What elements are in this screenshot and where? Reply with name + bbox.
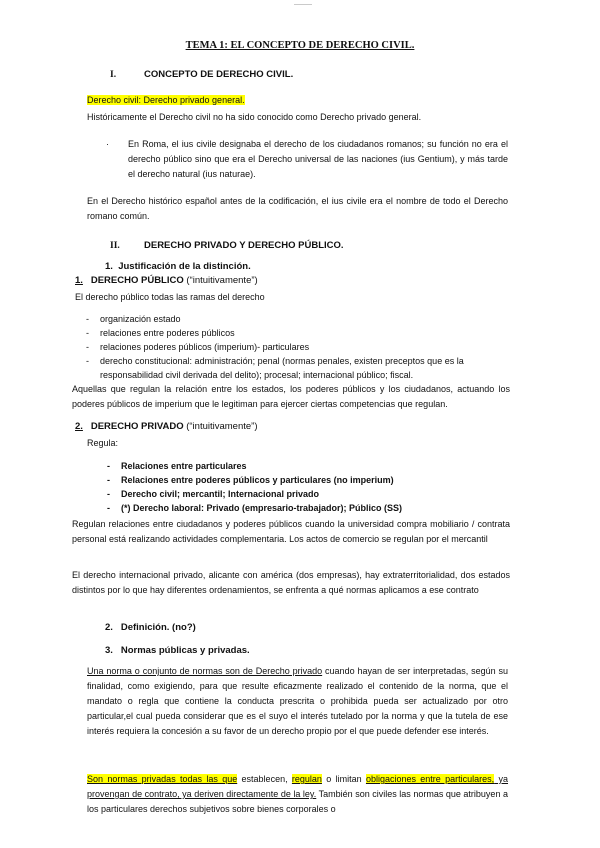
section-i-heading <box>110 69 293 80</box>
final-highlight-a: Son normas privadas todas las que <box>87 774 238 784</box>
final-text-g: También son civiles las normas que atribuyen a los particulares derechos subjetivos sobre bienes corporales o <box>87 789 508 814</box>
definition-number: 2. <box>105 622 113 633</box>
public-law-list <box>100 312 510 382</box>
list-item: - Relaciones entre poderes públicos y particulares (no imperium) <box>121 473 501 487</box>
roma-paragraph: En Roma, el ius civile designaba el derecho de los ciudadanos romanos; su función no era el derecho público sino que era el Derecho universal de las naciones (ius Gentium), y más tarde el derecho natural (ius naturae). <box>128 139 508 179</box>
public-law-number: 1. <box>75 275 83 286</box>
normas-paragraph <box>87 664 508 739</box>
definition-line <box>87 93 245 108</box>
list-item: - derecho constitucional: administración; penal (normas penales, existen preceptos que es la responsabilidad civil derivada del delito); procesal; internacional público; fiscal. <box>100 354 510 382</box>
dip-paragraph: El derecho internacional privado, alicante con américa (dos empresas), hay extraterritorialidad, dos estados distintos por lo que hay diferentes ordenamientos, se enfrenta a qué normas aplicamos a ese contrato <box>72 570 510 595</box>
section-i-number: I. <box>110 70 117 80</box>
list-item: - Relaciones entre particulares <box>121 459 501 473</box>
definition-heading <box>105 622 196 633</box>
private-law-list <box>121 459 501 515</box>
private-law-number: 2. <box>75 421 83 432</box>
final-highlight-c: regulan <box>291 774 322 784</box>
public-law-qualifier: (“intuitivamente”) <box>183 275 258 286</box>
page-header-mark: ——— <box>294 2 312 8</box>
final-paragraph <box>87 772 508 817</box>
final-highlight-e: obligaciones entre particulares, <box>365 774 495 784</box>
section-i-title: CONCEPTO DE DERECHO CIVIL. <box>144 69 294 80</box>
final-underline-f: ya provengan de contrato, ya deriven directamente de la ley. <box>87 774 509 799</box>
document-title: TEMA 1: EL CONCEPTO DE DERECHO CIVIL. <box>185 40 415 51</box>
list-item: - relaciones poderes públicos (imperium)- particulares <box>100 340 510 354</box>
spain-paragraph: En el Derecho histórico español antes de la codificación, el ius civile era el nombre de todo el Derecho romano común. <box>87 196 508 221</box>
private-law-heading <box>75 421 258 432</box>
normas-body: cuando hayan de ser interpretadas, según su finalidad, como exigiendo, para que resulte eficazmente realizado el contenido de la norma, que el mandato o regla que contiene la conducta prescrita o prohibida pueda ser actualizado por otro particular,el cual pueda considerar que es el suyo el interés tutelado por la norma y que la tutela de ese interés requiera la concesión a su favor de un derecho propio por el que puede defender ese interés. <box>87 666 509 736</box>
private-law-title: DERECHO PRIVADO <box>90 421 184 432</box>
private-law-qualifier: (“intuitivamente”) <box>183 421 258 432</box>
list-item: - Derecho civil; mercantil; Internacional privado <box>121 487 501 501</box>
normas-number: 3. <box>105 645 113 656</box>
section-ii-number: II. <box>110 241 120 251</box>
historic-line: Históricamente el Derecho civil no ha sido conocido como Derecho privado general. <box>87 112 422 122</box>
justification-text: Justificación de la distinción. <box>118 261 251 272</box>
public-law-title: DERECHO PÚBLICO <box>90 275 184 286</box>
list-item: - relaciones entre poderes públicos <box>100 326 510 340</box>
section-ii-heading <box>110 240 344 251</box>
public-law-outro: Aquellas que regulan la relación entre los estados, los poderes públicos y los ciudadanos, actuando los poderes públicos de imperium que le legitiman para ejercer ciertas competencias que regulan. <box>72 384 510 409</box>
definition-heading-text: Definición. (no?) <box>120 622 196 633</box>
justification-number: 1. <box>105 261 113 272</box>
private-law-outro: Regulan relaciones entre ciudadanos y poderes públicos cuando la universidad compra mobiliario / contrata personal está realizando actividades complementaria. Los actos de comercio se regulan por el mercantil <box>72 519 510 544</box>
list-item: - (*) Derecho laboral: Privado (empresario-trabajador); Público (SS) <box>121 501 501 515</box>
public-law-heading <box>75 275 258 286</box>
list-item: - organización estado <box>100 312 510 326</box>
bullet-dot: · <box>106 139 109 149</box>
definition-highlight: Derecho civil: Derecho privado general. <box>87 95 245 105</box>
final-text-b: establecen, <box>237 774 292 784</box>
normas-underlined-lead: Una norma o conjunto de normas son de Derecho privado <box>87 666 323 676</box>
section-ii-title: DERECHO PRIVADO Y DERECHO PÚBLICO. <box>144 240 344 251</box>
normas-heading <box>105 645 250 656</box>
normas-heading-text: Normas públicas y privadas. <box>120 645 250 656</box>
final-text-d: o limitan <box>321 774 366 784</box>
justification-heading <box>105 261 251 272</box>
public-law-intro: El derecho público todas las ramas del derecho <box>75 292 265 302</box>
private-law-regula: Regula: <box>87 438 119 448</box>
